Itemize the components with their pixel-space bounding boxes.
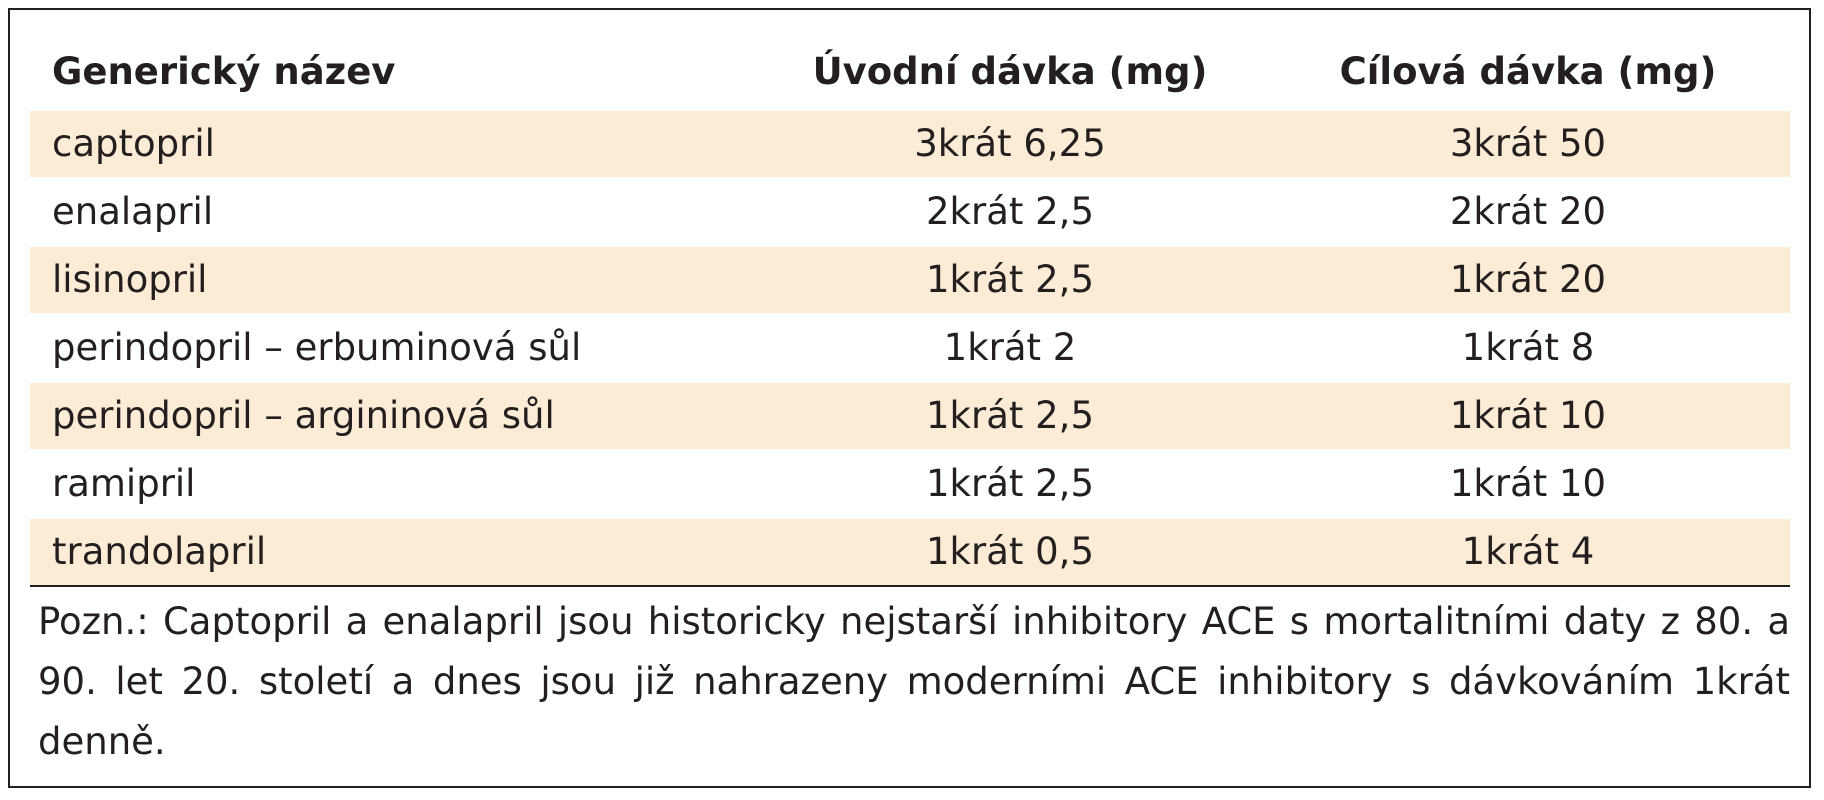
- cell-target-dose: 1krát 10: [1266, 382, 1790, 450]
- cell-initial-dose: 1krát 2,5: [754, 246, 1266, 314]
- cell-target-dose: 1krát 8: [1266, 314, 1790, 382]
- table-row: [30, 314, 1790, 382]
- cell-initial-dose: 2krát 2,5: [754, 178, 1266, 246]
- header-generic-name: Generický název: [52, 50, 396, 93]
- cell-initial-dose: 1krát 2,5: [754, 382, 1266, 450]
- header-target-dose: Cílová dávka (mg): [1339, 50, 1717, 93]
- table-row: [30, 246, 1790, 314]
- cell-target-dose: 2krát 20: [1266, 178, 1790, 246]
- cell-generic-name: trandolapril: [30, 518, 754, 586]
- cell-generic-name: enalapril: [30, 178, 754, 246]
- cell-generic-name: captopril: [30, 110, 754, 178]
- cell-target-dose: 1krát 20: [1266, 246, 1790, 314]
- table-row: [30, 450, 1790, 518]
- table-row: [30, 110, 1790, 178]
- header-initial-dose: Úvodní dávka (mg): [812, 50, 1208, 93]
- cell-initial-dose: 1krát 2,5: [754, 450, 1266, 518]
- cell-initial-dose: 3krát 6,25: [754, 110, 1266, 178]
- cell-generic-name: perindopril – erbuminová sůl: [30, 314, 754, 382]
- header-row: [30, 35, 1790, 110]
- cell-initial-dose: 1krát 0,5: [754, 518, 1266, 586]
- cell-target-dose: 1krát 10: [1266, 450, 1790, 518]
- cell-generic-name: ramipril: [30, 450, 754, 518]
- cell-generic-name: lisinopril: [30, 246, 754, 314]
- table-footnote: Pozn.: Captopril a enalapril jsou historicky nejstarší inhibitory ACE s mortalitními daty z 80. a 90. let 20. století a dnes jsou již nahrazeny moderními ACE inhibitory s dávkováním 1krát denně.: [38, 600, 1790, 763]
- table-row: [30, 382, 1790, 450]
- dosage-table: [30, 35, 1790, 587]
- table-row: [30, 518, 1790, 586]
- cell-generic-name: perindopril – argininová sůl: [30, 382, 754, 450]
- table-row: [30, 178, 1790, 246]
- cell-target-dose: 1krát 4: [1266, 518, 1790, 586]
- cell-target-dose: 3krát 50: [1266, 110, 1790, 178]
- cell-initial-dose: 1krát 2: [754, 314, 1266, 382]
